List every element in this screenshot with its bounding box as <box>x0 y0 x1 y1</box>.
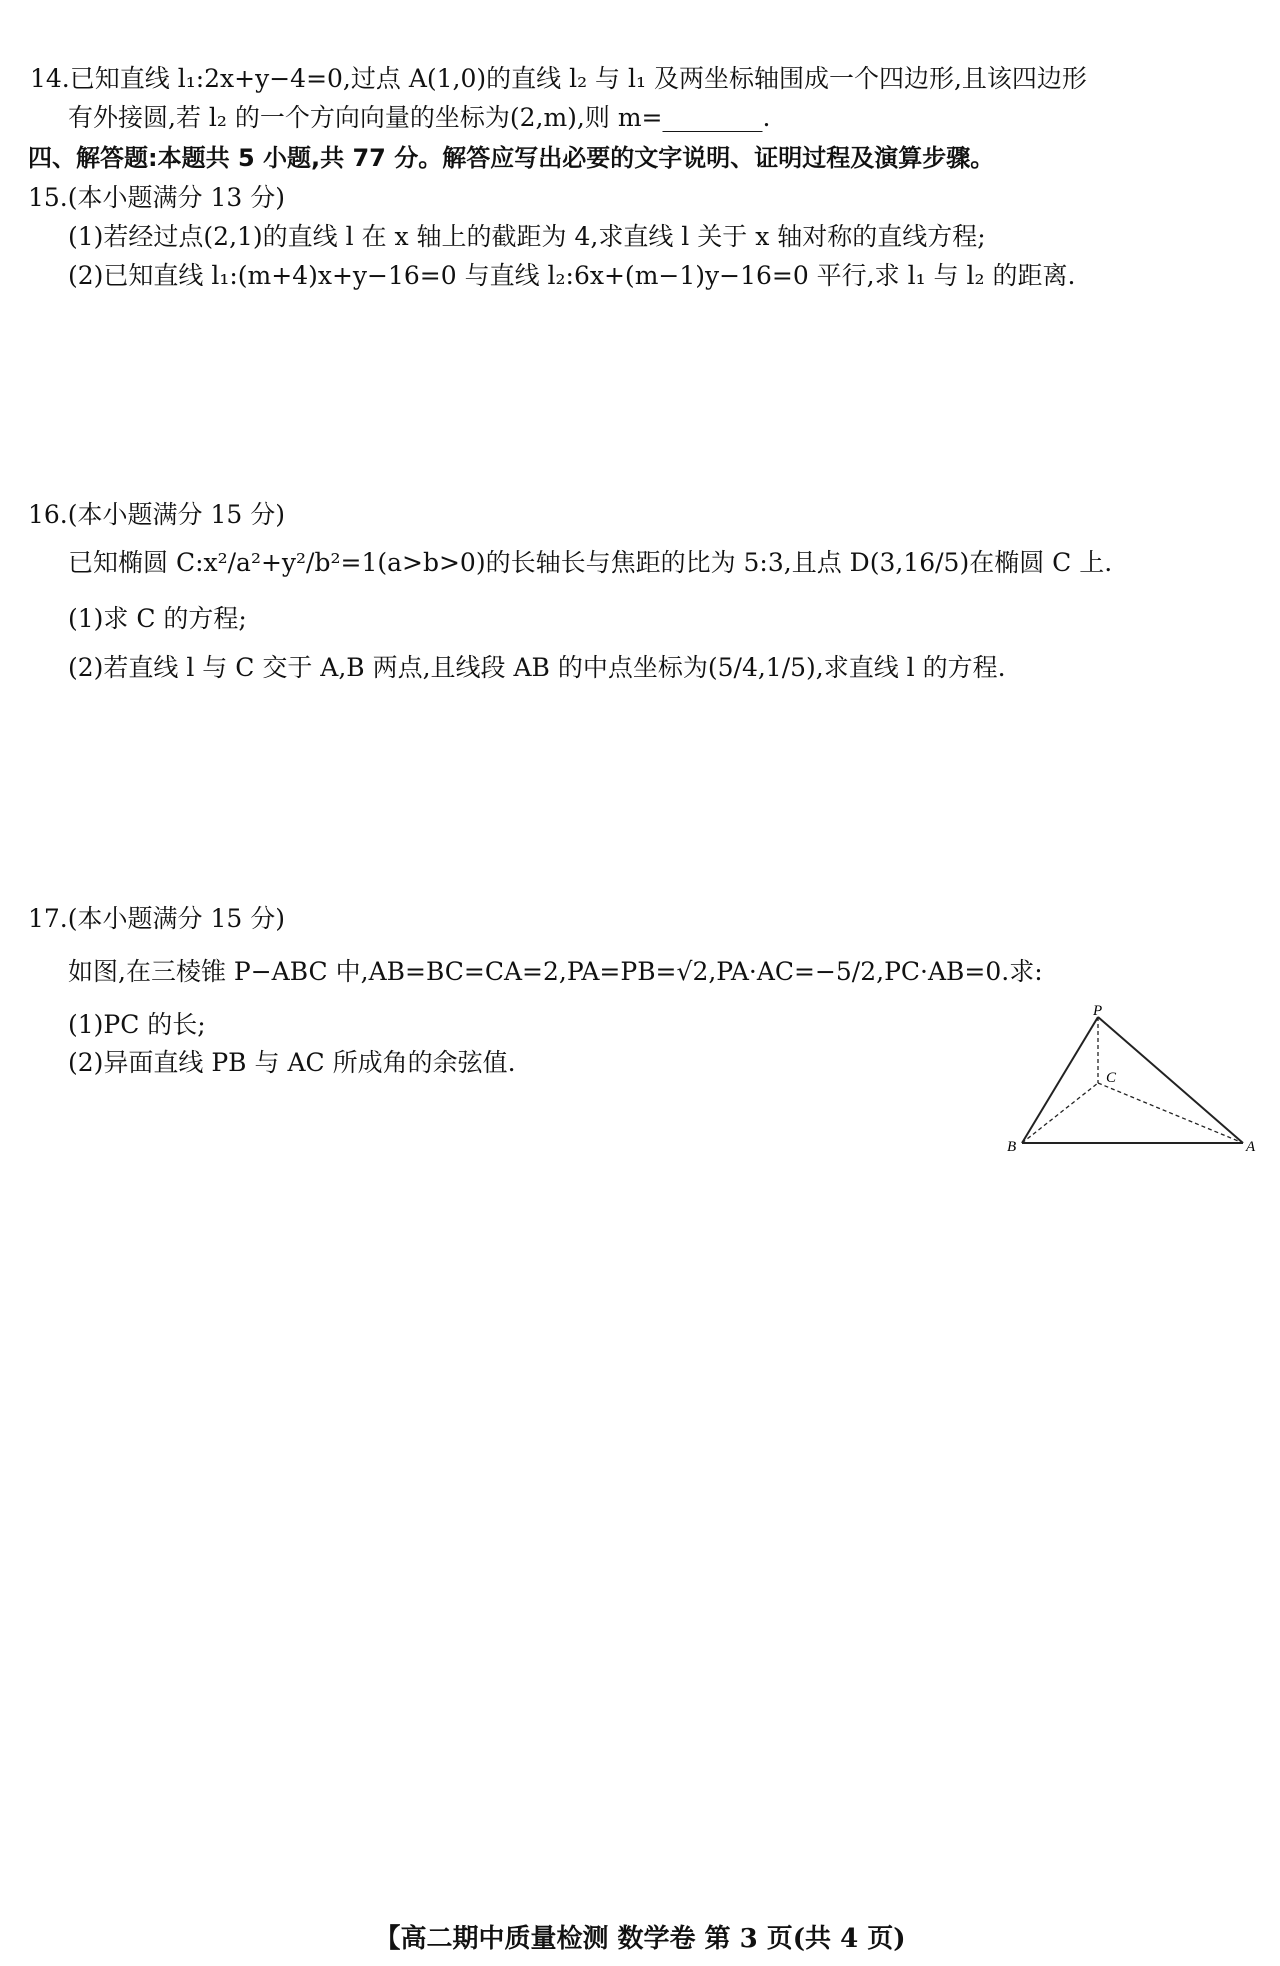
q14-line1: 14.已知直线 l₁:2x+y−4=0,过点 A(1,0)的直线 l₂ 与 l₁ 及两坐标轴围成一个四边形,且该四边形 <box>30 64 1087 93</box>
edge-ca <box>1098 1083 1243 1143</box>
q16-header: 16.(本小题满分 15 分) <box>28 500 285 529</box>
edge-bc <box>1022 1083 1098 1143</box>
edge-pa <box>1098 1017 1243 1143</box>
label-b: B <box>1007 1139 1017 1155</box>
section-heading: 四、解答题:本题共 5 小题,共 77 分。解答应写出必要的文字说明、证明过程及演算步骤。 <box>28 144 995 172</box>
q17-stem: 如图,在三棱锥 P−ABC 中,AB=BC=CA=2,PA=PB=√2,PA·AC=−5/2,PC·AB=0.求: <box>68 957 1043 986</box>
q17-part1: (1)PC 的长; <box>68 1010 206 1039</box>
q15-header: 15.(本小题满分 13 分) <box>28 183 285 212</box>
page-footer: 【高二期中质量检测 数学卷 第 3 页(共 4 页) <box>374 1924 906 1954</box>
q17-header: 17.(本小题满分 15 分) <box>28 904 285 933</box>
label-c: C <box>1106 1070 1117 1086</box>
q16-stem: 已知椭圆 C:x²/a²+y²/b²=1(a>b>0)的长轴长与焦距的比为 5:3,且点 D(3,16/5)在椭圆 C 上. <box>68 548 1113 577</box>
label-a: A <box>1246 1139 1256 1155</box>
q17-part2: (2)异面直线 PB 与 AC 所成角的余弦值. <box>68 1048 516 1077</box>
label-p: P <box>1093 1005 1103 1019</box>
q16-part1: (1)求 C 的方程; <box>68 604 247 633</box>
tetrahedron-figure <box>1005 1005 1275 1165</box>
q16-part2: (2)若直线 l 与 C 交于 A,B 两点,且线段 AB 的中点坐标为(5/4,1/5),求直线 l 的方程. <box>68 653 1006 682</box>
q15-part2: (2)已知直线 l₁:(m+4)x+y−16=0 与直线 l₂:6x+(m−1)y−16=0 平行,求 l₁ 与 l₂ 的距离. <box>68 261 1076 290</box>
q15-part1: (1)若经过点(2,1)的直线 l 在 x 轴上的截距为 4,求直线 l 关于 x 轴对称的直线方程; <box>68 222 986 251</box>
q14-line2: 有外接圆,若 l₂ 的一个方向向量的坐标为(2,m),则 m=________. <box>68 103 771 132</box>
edge-pb <box>1022 1017 1098 1143</box>
